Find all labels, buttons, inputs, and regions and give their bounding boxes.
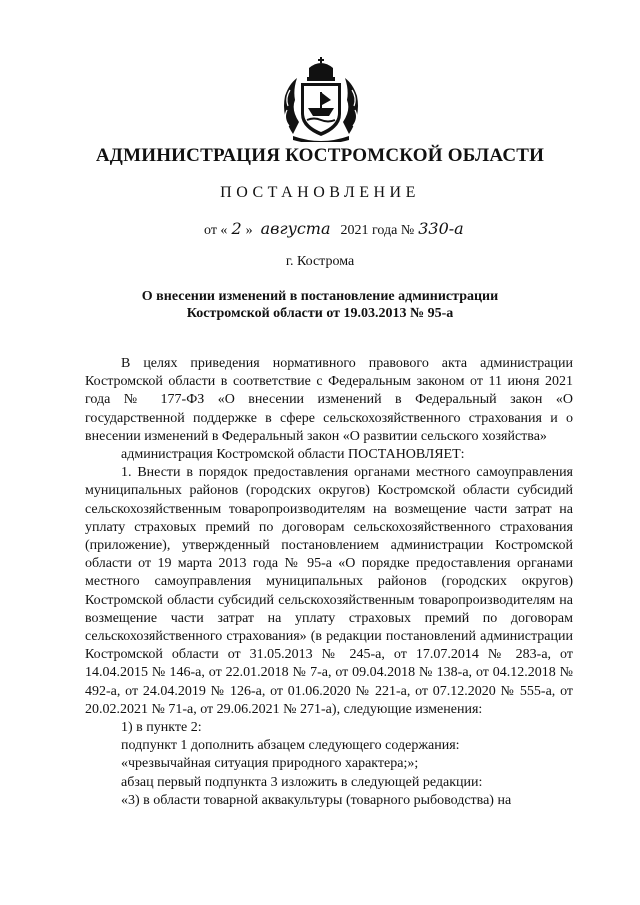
subitem-paragraph-4: абзац первый подпункта 3 изложить в следующей редакции: [121, 774, 483, 790]
resolves-paragraph: администрация Костромской области ПОСТАНОВЛЯЕТ: [121, 447, 465, 463]
preamble-paragraph: В целях приведения нормативного правового акта администрации Костромской области в соответствие с Федеральным законом от 11 июня 2021 года № 177-ФЗ «О внесении изменений в Федеральный закон «О государственной поддержке в сфере сельскохозяйственного страхования и о внесении изменений в Федеральный закон «О развитии сельского хозяйства» [85, 356, 573, 444]
handwritten-day: 2 [231, 219, 242, 238]
subitem-paragraph-5: «3) в области товарной аквакультуры (товарного рыбоводства) на [121, 792, 512, 808]
date-after-day: » [245, 223, 253, 238]
coat-of-arms-icon [279, 56, 363, 142]
document-heading [100, 288, 540, 322]
organization-title: АДМИНИСТРАЦИЯ КОСТРОМСКОЙ ОБЛАСТИ [95, 145, 545, 166]
date-year: 2021 года № [340, 223, 415, 238]
document-type: ПОСТАНОВЛЕНИЕ [220, 184, 420, 201]
heading-line-1: О внесении изменений в постановление администрации [141, 289, 499, 304]
city: г. Кострома [285, 254, 355, 269]
document-body [85, 355, 573, 810]
date-line [204, 219, 464, 239]
handwritten-number: 330-а [418, 219, 464, 238]
item-1-paragraph: 1. Внести в порядок предоставления органами местного самоуправления муниципальных районов (городских округов) Костромской области субсидий сельскохозяйственным товаропроизводителям на возмещение части затрат на уплату страховых премий по договорам сельскохозяйственного страхования (приложение), утвержденный постановлением администрации Костромской области от 19 марта 2013 года № 95-а «О порядке предоставления органами местного самоуправления муниципальных районов (городских округов) Костромской области субсидий сельскохозяйственным товаропроизводителям на возмещение части затрат на уплату страховых премий по договорам сельскохозяйственного страхования» (в редакции постановлений администрации Костромской области от 31.05.2013 № 245-а, от 17.07.2014 № 283-а, от 14.04.2015 № 146-а, от 22.01.2018 № 7-а, от 09.04.2018 № 138-а, от 04.12.2018 № 492-а, от 24.04.2019 № 126-а, от 01.06.2020 № 221-а, от 07.12.2020 № 555-а, от 20.02.2021 № 71-а, от 29.06.2021 № 271-а), следующие изменения: [85, 465, 573, 717]
handwritten-month: августа [260, 219, 331, 238]
subitem-paragraph-3: «чрезвычайная ситуация природного характера;»; [121, 756, 419, 772]
subitem-paragraph-2: подпункт 1 дополнить абзацем следующего содержания: [121, 738, 460, 754]
heading-line-2: Костромской области от 19.03.2013 № 95-а [186, 306, 454, 321]
subitem-paragraph-1: 1) в пункте 2: [121, 720, 202, 736]
date-prefix: от « [204, 223, 228, 238]
